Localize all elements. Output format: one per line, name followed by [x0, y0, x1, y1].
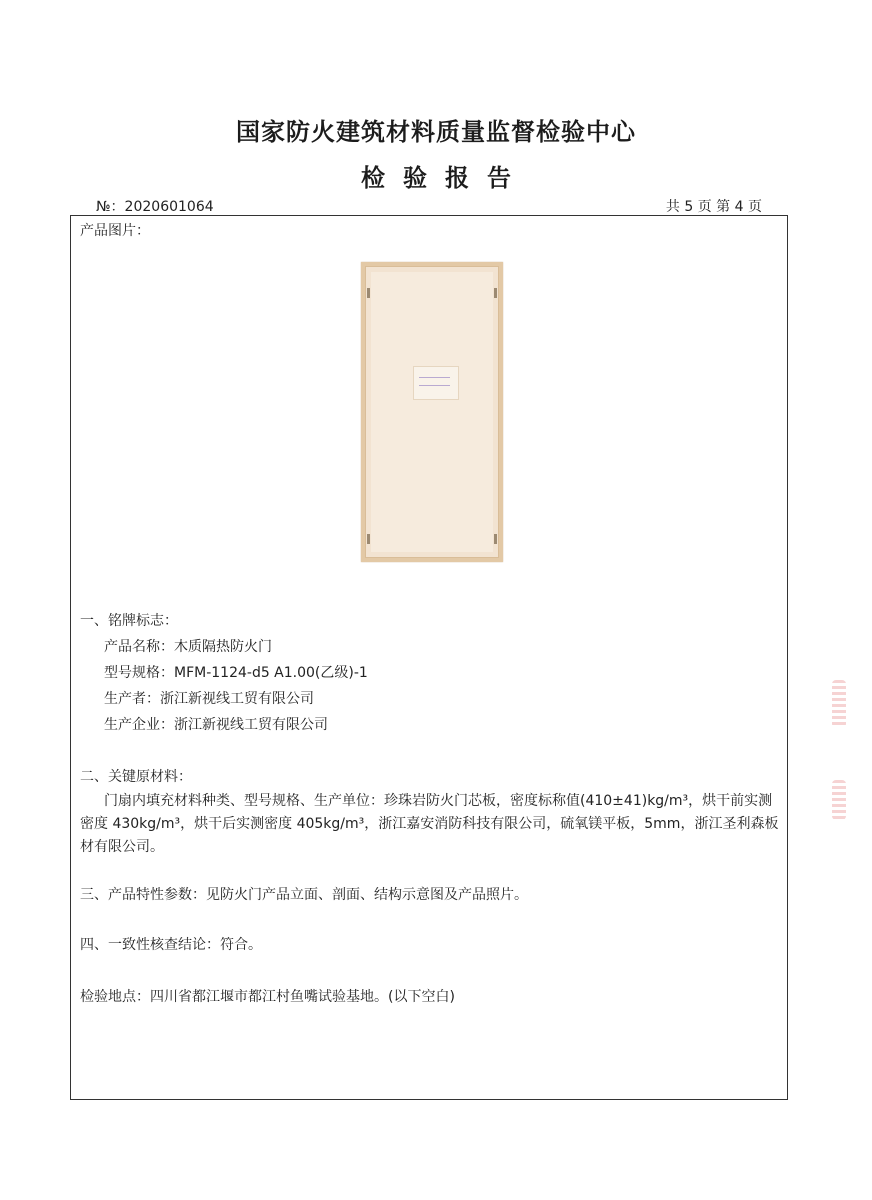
doc-title: 检验报告: [361, 164, 529, 192]
section4-text: 四、一致性核查结论：符合。: [80, 937, 262, 953]
section2-heading: 二、关键原材料：: [80, 769, 192, 785]
report-number: №：2020601064: [96, 199, 214, 215]
hinge-icon: [494, 534, 497, 544]
product-name: 产品名称：木质隔热防火门: [104, 639, 272, 655]
seal-stamp-edge: [832, 780, 846, 820]
section3-text: 三、产品特性参数：见防火门产品立面、剖面、结构示意图及产品照片。: [80, 887, 528, 903]
product-photo: [361, 262, 503, 562]
page-count: 共 5 页 第 4 页: [665, 199, 762, 215]
hinge-icon: [367, 534, 370, 544]
model-spec: 型号规格：MFM-1124-d5 A1.00(乙级)-1: [104, 665, 368, 681]
door-panel: [371, 272, 493, 552]
hinge-icon: [367, 288, 370, 298]
manufacturer: 生产企业：浙江新视线工贸有限公司: [104, 717, 328, 733]
photo-label: 产品图片：: [80, 223, 150, 239]
section1-heading: 一、铭牌标志：: [80, 613, 178, 629]
door-label-sticker: [413, 366, 459, 400]
seal-stamp-edge: [832, 680, 846, 728]
section2-body: 门扇内填充材料种类、型号规格、生产单位：珍珠岩防火门芯板，密度标称值(410±41)kg/m³，烘干前实测密度 430kg/m³，烘干后实测密度 405kg/m³，浙江嘉安消防科技有限公司，硫氧镁平板，5mm，浙江圣利森板材有限公司。: [80, 793, 779, 855]
hinge-icon: [494, 288, 497, 298]
inspection-location: 检验地点：四川省都江堰市都江村鱼嘴试验基地。(以下空白): [80, 989, 455, 1005]
producer: 生产者：浙江新视线工贸有限公司: [104, 691, 314, 707]
org-title: 国家防火建筑材料质量监督检验中心: [236, 118, 636, 146]
